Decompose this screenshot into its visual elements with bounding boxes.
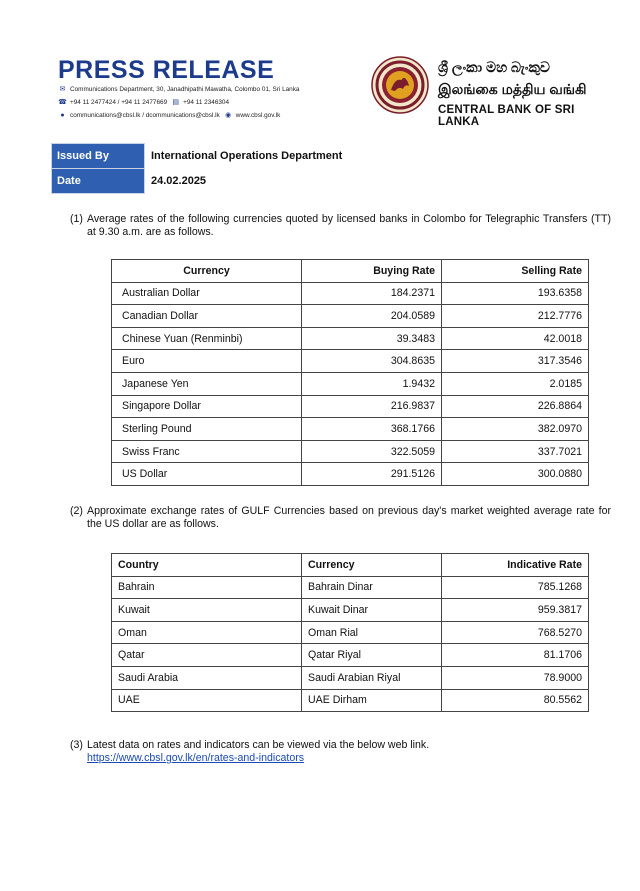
email-icon: ● xyxy=(60,112,65,119)
email-text: communications@cbsl.lk / dcommunications@cbsl.lk xyxy=(70,112,220,119)
currency-cell: Qatar Riyal xyxy=(302,644,442,667)
currency-cell: US Dollar xyxy=(112,463,302,486)
currency-cell: Sterling Pound xyxy=(112,418,302,441)
buying-rate-cell: 322.5059 xyxy=(302,440,442,463)
table-row xyxy=(112,644,589,667)
table-row xyxy=(112,372,589,395)
section-1-number: (1) xyxy=(70,213,83,225)
bank-name-tamil: இலங்கை மத்திய வங்கி xyxy=(438,81,587,97)
buying-rate-cell: 1.9432 xyxy=(302,372,442,395)
table-row xyxy=(112,305,589,328)
table-row xyxy=(112,395,589,418)
website-link[interactable]: www.cbsl.gov.lk xyxy=(235,112,281,119)
date-row xyxy=(52,169,393,194)
issued-by-value: International Operations Department xyxy=(151,150,343,162)
address-line xyxy=(58,86,299,93)
selling-rate-cell: 193.6358 xyxy=(442,282,589,305)
table-row xyxy=(112,576,589,599)
tt-rates-table xyxy=(111,259,589,486)
address-text: Communications Department, 30, Janadhipathi Mawatha, Colombo 01, Sri Lanka xyxy=(70,86,300,93)
bank-name-sinhala: ශ්‍රී ලංකා මහ බැංකුව xyxy=(438,59,550,75)
table-header-row xyxy=(112,260,589,283)
buying-rate-cell: 368.1766 xyxy=(302,418,442,441)
country-cell: Bahrain xyxy=(112,576,302,599)
section-2-number: (2) xyxy=(70,505,83,517)
fax-icon: ▤ xyxy=(172,99,179,106)
column-header-currency: Currency xyxy=(112,260,302,283)
globe-icon: ◉ xyxy=(225,112,232,119)
buying-rate-cell: 204.0589 xyxy=(302,305,442,328)
gulf-rates-table xyxy=(111,553,589,712)
buying-rate-cell: 39.3483 xyxy=(302,327,442,350)
table-row xyxy=(112,440,589,463)
currency-cell: Chinese Yuan (Renminbi) xyxy=(112,327,302,350)
section-3-text: Latest data on rates and indicators can be viewed via the below web link. xyxy=(87,739,430,751)
currency-cell: Bahrain Dinar xyxy=(302,576,442,599)
table-row xyxy=(112,282,589,305)
column-header-country: Country xyxy=(112,554,302,577)
phone-text: +94 11 2477424 / +94 11 2477669 xyxy=(70,99,168,106)
bank-name-english: CENTRAL BANK OF SRI LANKA xyxy=(438,104,575,128)
country-cell: Kuwait xyxy=(112,599,302,622)
selling-rate-cell: 2.0185 xyxy=(442,372,589,395)
press-release-title: PRESS RELEASE xyxy=(58,56,275,84)
issued-by-row xyxy=(52,144,393,169)
issued-by-label: Issued By xyxy=(52,144,145,169)
currency-cell: Swiss Franc xyxy=(112,440,302,463)
selling-rate-cell: 212.7776 xyxy=(442,305,589,328)
indicative-rate-cell: 768.5270 xyxy=(442,621,589,644)
selling-rate-cell: 42.0018 xyxy=(442,327,589,350)
section-1-text: Average rates of the following currencies quoted by licensed banks in Colombo for Telegraphic Transfers (TT) at 9.30 a.m. are as follows. xyxy=(87,213,611,238)
currency-cell: Canadian Dollar xyxy=(112,305,302,328)
currency-cell: Saudi Arabian Riyal xyxy=(302,666,442,689)
selling-rate-cell: 300.0880 xyxy=(442,463,589,486)
phone-icon: ☎ xyxy=(58,99,67,106)
section-1-paragraph xyxy=(70,213,611,239)
release-meta-table xyxy=(51,143,393,194)
selling-rate-cell: 226.8864 xyxy=(442,395,589,418)
envelope-icon: ✉ xyxy=(59,86,66,93)
phone-line xyxy=(58,99,229,106)
fax-text: +94 11 2346304 xyxy=(183,99,230,106)
currency-cell: Oman Rial xyxy=(302,621,442,644)
country-cell: UAE xyxy=(112,689,302,712)
currency-cell: UAE Dirham xyxy=(302,689,442,712)
email-line xyxy=(58,112,280,119)
selling-rate-cell: 382.0970 xyxy=(442,418,589,441)
central-bank-seal-icon xyxy=(371,56,429,114)
rates-indicators-link[interactable]: https://www.cbsl.gov.lk/en/rates-and-indicators xyxy=(87,752,305,764)
country-cell: Qatar xyxy=(112,644,302,667)
buying-rate-cell: 304.8635 xyxy=(302,350,442,373)
table-row xyxy=(112,599,589,622)
indicative-rate-cell: 785.1268 xyxy=(442,576,589,599)
section-2-paragraph xyxy=(70,505,611,531)
date-label: Date xyxy=(52,169,145,194)
table-row xyxy=(112,418,589,441)
buying-rate-cell: 291.5126 xyxy=(302,463,442,486)
buying-rate-cell: 216.9837 xyxy=(302,395,442,418)
indicative-rate-cell: 81.1706 xyxy=(442,644,589,667)
country-cell: Oman xyxy=(112,621,302,644)
currency-cell: Australian Dollar xyxy=(112,282,302,305)
currency-cell: Kuwait Dinar xyxy=(302,599,442,622)
table-row xyxy=(112,621,589,644)
currency-cell: Euro xyxy=(112,350,302,373)
table-row xyxy=(112,666,589,689)
date-value: 24.02.2025 xyxy=(151,175,207,187)
table-row xyxy=(112,350,589,373)
indicative-rate-cell: 959.3817 xyxy=(442,599,589,622)
section-3-number: (3) xyxy=(70,739,83,751)
section-3-paragraph xyxy=(70,739,611,765)
indicative-rate-cell: 78.9000 xyxy=(442,666,589,689)
currency-cell: Singapore Dollar xyxy=(112,395,302,418)
section-2-text: Approximate exchange rates of GULF Currencies based on previous day's market weighted average rate for the US dollar are as follows. xyxy=(87,505,611,530)
table-row xyxy=(112,327,589,350)
column-header-buying-rate: Buying Rate xyxy=(302,260,442,283)
selling-rate-cell: 317.3546 xyxy=(442,350,589,373)
column-header-indicative-rate: Indicative Rate xyxy=(442,554,589,577)
table-row xyxy=(112,689,589,712)
table-row xyxy=(112,463,589,486)
column-header-selling-rate: Selling Rate xyxy=(442,260,589,283)
currency-cell: Japanese Yen xyxy=(112,372,302,395)
column-header-currency: Currency xyxy=(302,554,442,577)
selling-rate-cell: 337.7021 xyxy=(442,440,589,463)
country-cell: Saudi Arabia xyxy=(112,666,302,689)
press-release-header xyxy=(58,56,588,126)
buying-rate-cell: 184.2371 xyxy=(302,282,442,305)
indicative-rate-cell: 80.5562 xyxy=(442,689,589,712)
table-header-row xyxy=(112,554,589,577)
